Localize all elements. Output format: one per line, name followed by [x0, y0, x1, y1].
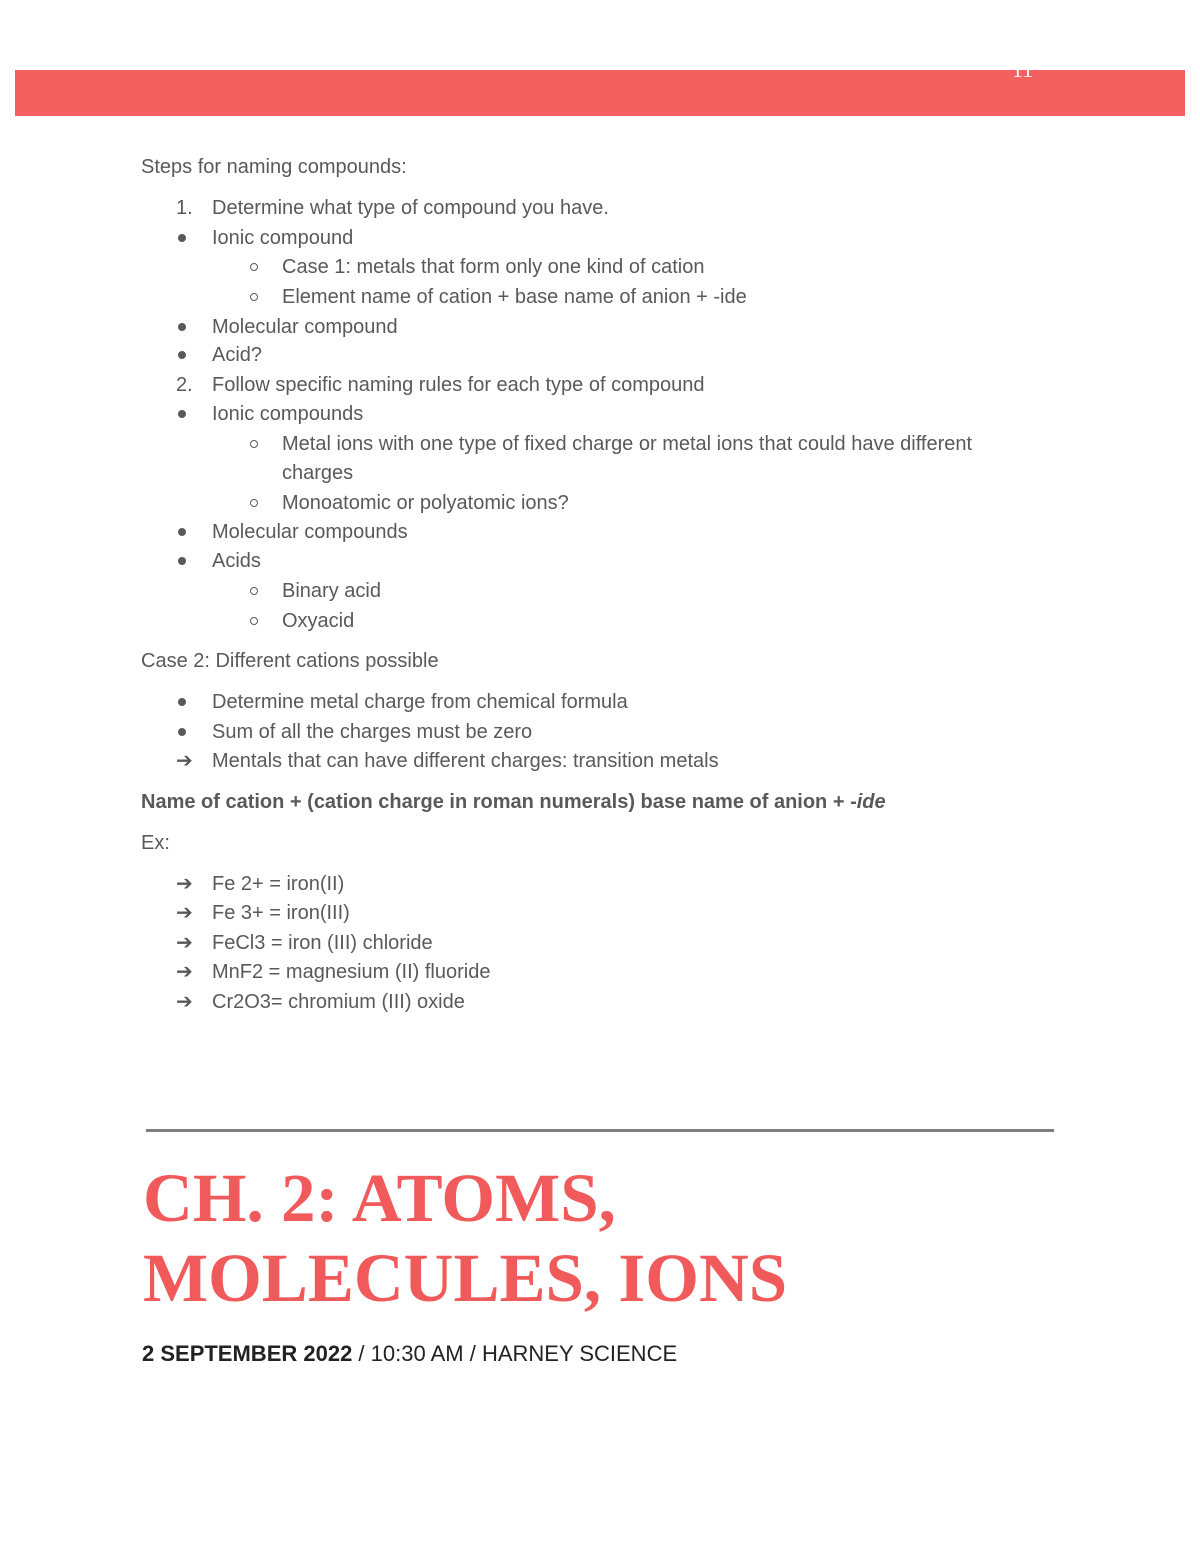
- example-item: MnF2 = magnesium (II) fluoride: [212, 961, 491, 983]
- list-number: 2.: [176, 374, 193, 396]
- list-item: Molecular compound: [212, 316, 398, 338]
- case1-text: metals that form only one kind of cation: [350, 256, 705, 278]
- page-number: 11: [1012, 57, 1034, 82]
- circle-bullet-icon: [250, 499, 258, 507]
- chapter-title-line1: CH. 2: ATOMS,: [143, 1160, 616, 1236]
- list-item: Sum of all the charges must be zero: [212, 721, 533, 743]
- arrow-icon: ➔: [176, 932, 193, 954]
- list-item: [282, 255, 704, 279]
- circle-bullet-icon: [250, 587, 258, 595]
- list-item: Determine what type of compound you have.: [212, 197, 609, 219]
- section-divider: [146, 1129, 1054, 1132]
- bullet-icon: [178, 234, 186, 242]
- bullet-icon: [178, 528, 186, 536]
- chapter-title: [143, 1158, 1083, 1318]
- bullet-icon: [178, 557, 186, 565]
- example-item: FeCl3 = iron (III) chloride: [212, 932, 433, 954]
- example-item: Cr2O3= chromium (III) oxide: [212, 991, 465, 1013]
- chapter-title-line2: MOLECULES, IONS: [143, 1240, 788, 1316]
- arrow-icon: ➔: [176, 902, 193, 924]
- circle-bullet-icon: [250, 293, 258, 301]
- circle-bullet-icon: [250, 263, 258, 271]
- list-item: Acids: [212, 550, 261, 572]
- bullet-icon: [178, 410, 186, 418]
- arrow-icon: ➔: [176, 750, 193, 772]
- bullet-icon: [178, 698, 186, 706]
- list-item: Monoatomic or polyatomic ions?: [282, 492, 569, 514]
- list-item: Follow specific naming rules for each type of compound: [212, 374, 705, 396]
- bullet-icon: [178, 323, 186, 331]
- circle-bullet-icon: [250, 617, 258, 625]
- chapter-date: 2 SEPTEMBER 2022: [142, 1341, 353, 1366]
- bullet-icon: [178, 351, 186, 359]
- naming-rule-suffix: ide: [856, 791, 886, 813]
- case1-label: Case 1:: [282, 256, 351, 278]
- example-item: Fe 3+ = iron(III): [212, 902, 350, 924]
- naming-rule: [141, 790, 886, 814]
- arrow-icon: ➔: [176, 961, 193, 983]
- examples-label: Ex:: [141, 832, 170, 854]
- arrow-icon: ➔: [176, 873, 193, 895]
- list-item: Element name of cation + base name of anion + -ide: [282, 286, 747, 308]
- list-item: Determine metal charge from chemical formula: [212, 691, 628, 713]
- circle-bullet-icon: [250, 440, 258, 448]
- list-item-continuation: charges: [282, 462, 354, 484]
- list-number: 1.: [176, 197, 193, 219]
- list-item: Acid?: [212, 344, 263, 366]
- list-item: Mentals that can have different charges: transition metals: [212, 750, 719, 772]
- chapter-meta: [142, 1341, 677, 1367]
- list-item: Ionic compound: [212, 227, 354, 249]
- header-accent-bar: [15, 70, 1185, 116]
- chapter-details: / 10:30 AM / HARNEY SCIENCE: [352, 1341, 678, 1366]
- naming-rule-text: Name of cation + (cation charge in roman numerals) base name of anion + -: [141, 791, 857, 813]
- list-item: Molecular compounds: [212, 521, 408, 543]
- arrow-icon: ➔: [176, 991, 193, 1013]
- list-item: Oxyacid: [282, 610, 355, 632]
- list-item: Metal ions with one type of fixed charge or metal ions that could have different: [282, 433, 973, 455]
- intro-text: Steps for naming compounds:: [141, 156, 407, 178]
- example-item: Fe 2+ = iron(II): [212, 873, 345, 895]
- bullet-icon: [178, 728, 186, 736]
- case2-text: Case 2: Different cations possible: [141, 650, 439, 672]
- list-item: Ionic compounds: [212, 403, 364, 425]
- list-item: Binary acid: [282, 580, 381, 602]
